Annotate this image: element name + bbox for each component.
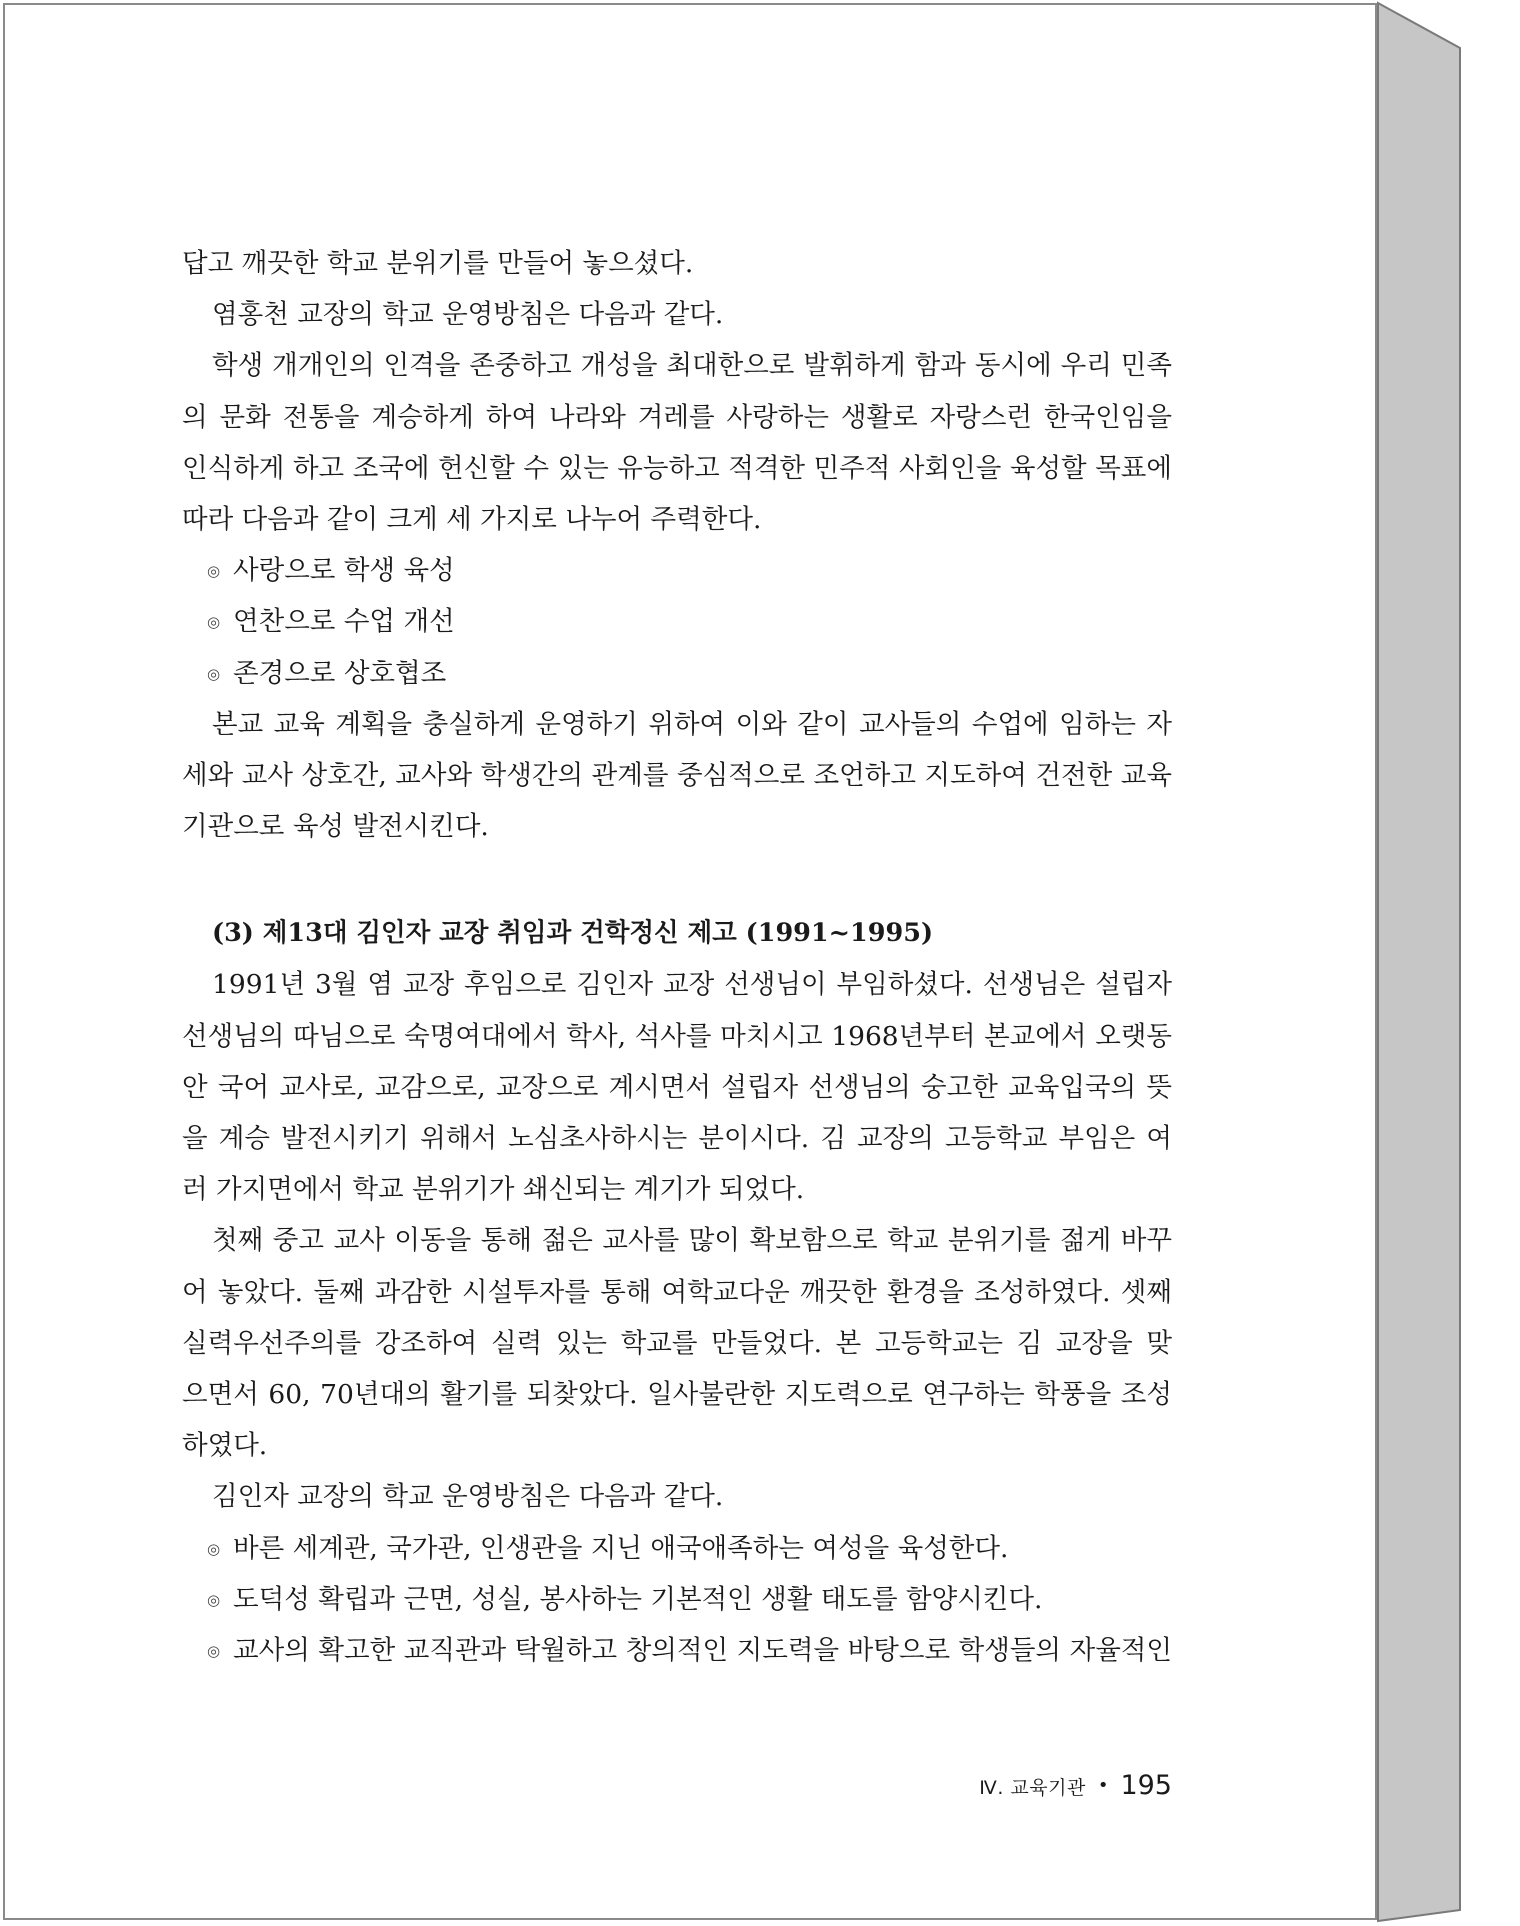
bullet-icon: ◎	[207, 562, 221, 581]
bullet-icon: ◎	[207, 1641, 221, 1660]
bullet-item	[182, 1523, 1172, 1574]
bullet-text: 사랑으로 학생 육성	[233, 555, 455, 587]
text-line: 답고 깨끗한 학교 분위기를 만들어 놓으셨다.	[182, 248, 694, 279]
bullet-text: 연찬으로 수업 개선	[233, 606, 455, 638]
bullet-icon: ◎	[207, 664, 221, 683]
text-line: 따라 다음과 같이 크게 세 가지로 나누어 주력한다.	[182, 503, 762, 535]
bullet-text: 교사의 확고한 교직관과 탁월하고 창의적인 지도력을 바탕으로 학생들의 자율적인	[233, 1634, 1172, 1666]
footer-section-title: Ⅳ. 교육기관	[979, 1777, 1086, 1799]
text-line: 실력우선주의를 강조하여 실력 있는 학교를 만들었다. 본 고등학교는 김 교장을 맞	[182, 1327, 1172, 1359]
bullet-text: 바른 세계관, 국가관, 인생관을 지닌 애국애족하는 여성을 육성한다.	[233, 1532, 1009, 1564]
section-heading: (3) 제13대 김인자 교장 취임과 건학정신 제고 (1991~1995)	[212, 918, 934, 949]
text-line: 하였다.	[182, 1430, 268, 1462]
text-line: 인식하게 하고 조국에 헌신할 수 있는 유능하고 적격한 민주적 사회인을 육성할 목표에	[182, 452, 1172, 484]
bullet-item	[182, 1625, 1172, 1676]
text-line: 으면서 60, 70년대의 활기를 되찾았다. 일사불란한 지도력으로 연구하는 학풍을 조성	[182, 1378, 1172, 1410]
text-line: 안 국어 교사로, 교감으로, 교장으로 계시면서 설립자 선생님의 숭고한 교육입국의 뜻	[182, 1071, 1172, 1103]
bullet-icon: ◎	[207, 1539, 221, 1558]
page-body	[182, 238, 1172, 1676]
text-line: 본교 교육 계획을 충실하게 운영하기 위하여 이와 같이 교사들의 수업에 임하는 자	[212, 708, 1172, 740]
bullet-item	[182, 1574, 1172, 1625]
section-gap	[182, 852, 1172, 908]
bullet-item	[182, 596, 1172, 647]
text-line: 선생님의 따님으로 숙명여대에서 학사, 석사를 마치시고 1968년부터 본교에서 오랫동	[182, 1020, 1172, 1052]
text-line: 학생 개개인의 인격을 존중하고 개성을 최대한으로 발휘하게 함과 동시에 우리 민족	[212, 350, 1172, 382]
text-line: 기관으로 육성 발전시킨다.	[182, 811, 489, 843]
text-line: 염홍천 교장의 학교 운영방침은 다음과 같다.	[212, 299, 724, 331]
text-line: 러 가지면에서 학교 분위기가 쇄신되는 계기가 되었다.	[182, 1174, 805, 1206]
text-line: 1991년 3월 염 교장 후임으로 김인자 교장 선생님이 부임하셨다. 선생님은 설립자	[212, 969, 1172, 1001]
bullet-icon: ◎	[207, 1590, 221, 1609]
text-line: 김인자 교장의 학교 운영방침은 다음과 같다.	[212, 1481, 724, 1513]
text-line: 첫째 중고 교사 이동을 통해 젊은 교사를 많이 확보함으로 학교 분위기를 젊게 바꾸	[212, 1225, 1172, 1257]
bullet-text: 존경으로 상호협조	[233, 657, 447, 689]
bullet-text: 도덕성 확립과 근면, 성실, 봉사하는 기본적인 생활 태도를 함양시킨다.	[233, 1583, 1043, 1615]
bullet-item	[182, 545, 1172, 596]
text-line: 을 계승 발전시키기 위해서 노심초사하시는 분이시다. 김 교장의 고등학교 부임은 여	[182, 1123, 1172, 1154]
text-line: 세와 교사 상호간, 교사와 학생간의 관계를 중심적으로 조언하고 지도하여 건전한 교육	[182, 759, 1172, 791]
footer-separator: •	[1097, 1775, 1109, 1796]
bullet-icon: ◎	[207, 613, 221, 632]
page-footer	[979, 1770, 1172, 1801]
text-line: 의 문화 전통을 계승하게 하여 나라와 겨레를 사랑하는 생활로 자랑스런 한국인임을	[182, 401, 1172, 433]
text-line: 어 놓았다. 둘째 과감한 시설투자를 통해 여학교다운 깨끗한 환경을 조성하였다. 셋째	[182, 1276, 1172, 1308]
bullet-item	[182, 648, 1172, 699]
page-number: 195	[1120, 1770, 1172, 1801]
